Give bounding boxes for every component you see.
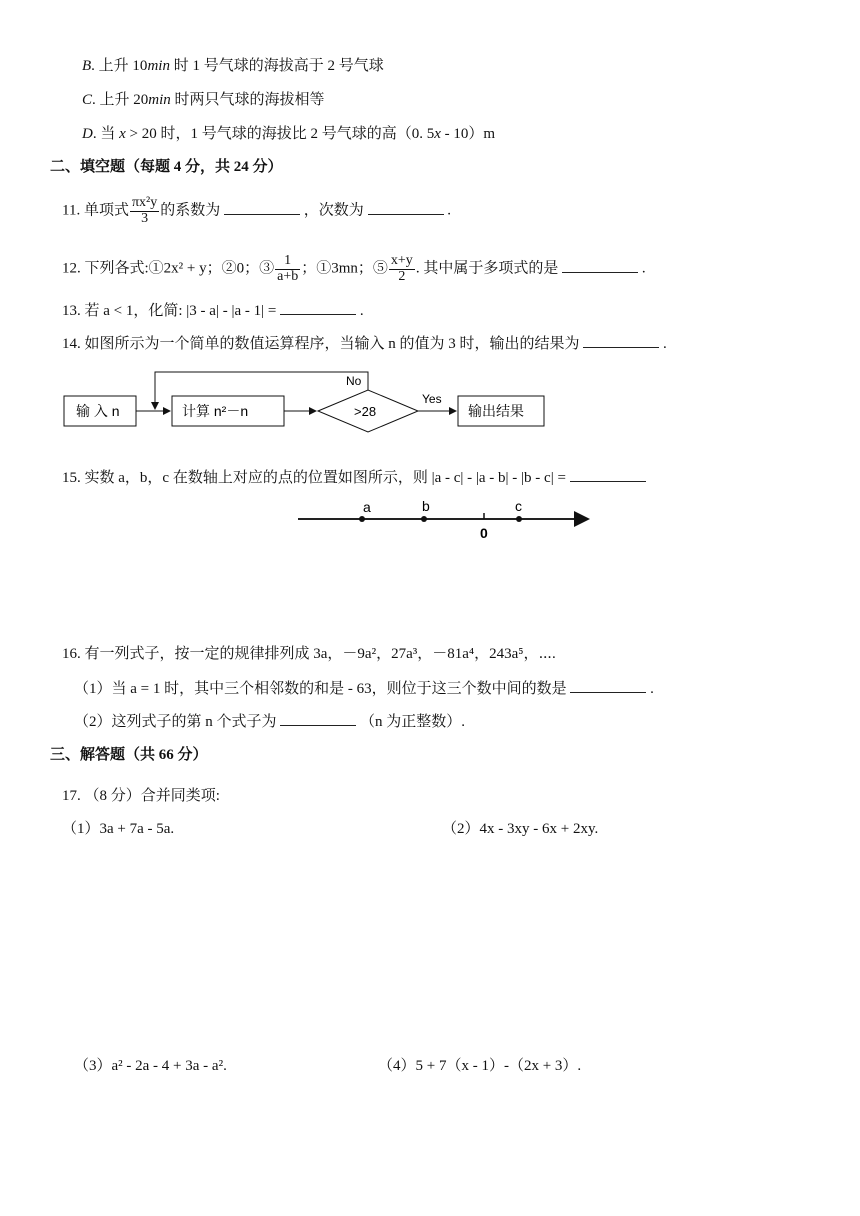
fraction-2: $\frac{x+y}{2}$ bbox=[390, 253, 413, 284]
answer-blank[interactable] bbox=[224, 202, 300, 215]
answer-blank[interactable] bbox=[570, 469, 646, 482]
answer-blank[interactable] bbox=[280, 302, 356, 315]
question-17-part-2: （2）4x - 3xy - 6x + 2xy. bbox=[442, 821, 599, 837]
compute-label: 计算 n²－n bbox=[182, 403, 249, 419]
flowchart bbox=[60, 366, 560, 438]
answer-blank[interactable] bbox=[280, 713, 356, 726]
condition-label: >28 bbox=[354, 404, 377, 419]
option-c: C. 上升 20min 时两只气球的海拔相等 bbox=[82, 92, 325, 108]
no-label: No bbox=[346, 374, 362, 388]
label-zero: 0 bbox=[480, 525, 488, 541]
label-b: b bbox=[422, 498, 430, 514]
question-17-part-4: （4）5 + 7（x - 1）-（2x + 3）. bbox=[378, 1058, 582, 1074]
answer-blank[interactable] bbox=[562, 260, 638, 273]
question-16-part-2: （2）这列式子的第 n 个式子为 （n 为正整数）. bbox=[74, 714, 466, 730]
point-c bbox=[516, 516, 522, 522]
label-c: c bbox=[515, 498, 522, 514]
question-13: 13. 若 a < 1，化简: |3 - a| - |a - 1| = . bbox=[62, 303, 364, 319]
yes-label: Yes bbox=[422, 392, 442, 406]
answer-blank[interactable] bbox=[570, 680, 646, 693]
question-17-part-1: （1）3a + 7a - 5a. bbox=[62, 821, 175, 837]
question-17-part-3: （3）a² - 2a - 4 + 3a - a². bbox=[74, 1058, 227, 1074]
fraction-1: $\frac{1}{a+b}$ bbox=[277, 253, 299, 284]
option-d: D. 当 x > 20 时，1 号气球的海拔比 2 号气球的高（0. 5x - 10）m bbox=[82, 126, 496, 142]
label-a: a bbox=[363, 499, 371, 515]
question-11: 11. 单项式 $\frac{\text{πx²y}}{3}$ 的系数为 ，次数为 . bbox=[62, 195, 451, 226]
number-line bbox=[290, 494, 600, 544]
question-12: 12. 下列各式:①2x² + y；②0；③ $\frac{1}{a+b}$ ；①3mn；⑤ $\frac{x+y}{2}$ . 其中属于多项式的是 . bbox=[62, 253, 646, 284]
question-16-part-1: （1）当 a = 1 时，其中三个相邻数的和是 - 63，则位于这三个数中间的数是 . bbox=[74, 681, 654, 697]
answer-blank[interactable] bbox=[368, 202, 444, 215]
answer-blank[interactable] bbox=[583, 335, 659, 348]
option-b: B. 上升 10min 时 1 号气球的海拔高于 2 号气球 bbox=[82, 58, 384, 74]
question-17-title: 17. （8 分）合并同类项: bbox=[62, 788, 220, 804]
input-label: 输 入 n bbox=[76, 403, 120, 419]
question-14: 14. 如图所示为一个简单的数值运算程序，当输入 n 的值为 3 时，输出的结果为 . bbox=[62, 336, 667, 352]
section-title-solutions: 三、解答题（共 66 分） bbox=[50, 747, 208, 763]
output-label: 输出结果 bbox=[468, 403, 524, 419]
point-b bbox=[421, 516, 427, 522]
fraction-monomial: $\frac{\text{πx²y}}{3}$ bbox=[131, 195, 158, 226]
question-16: 16. 有一列式子，按一定的规律排列成 3a，－9a²，27a³，－81a⁴，243a⁵，⋯. bbox=[62, 646, 556, 662]
question-15: 15. 实数 a，b，c 在数轴上对应的点的位置如图所示，则 |a - c| - |a - b| - |b - c| = bbox=[62, 466, 646, 487]
section-title-fill-in: 二、填空题（每题 4 分，共 24 分） bbox=[50, 159, 283, 175]
point-a bbox=[359, 516, 365, 522]
